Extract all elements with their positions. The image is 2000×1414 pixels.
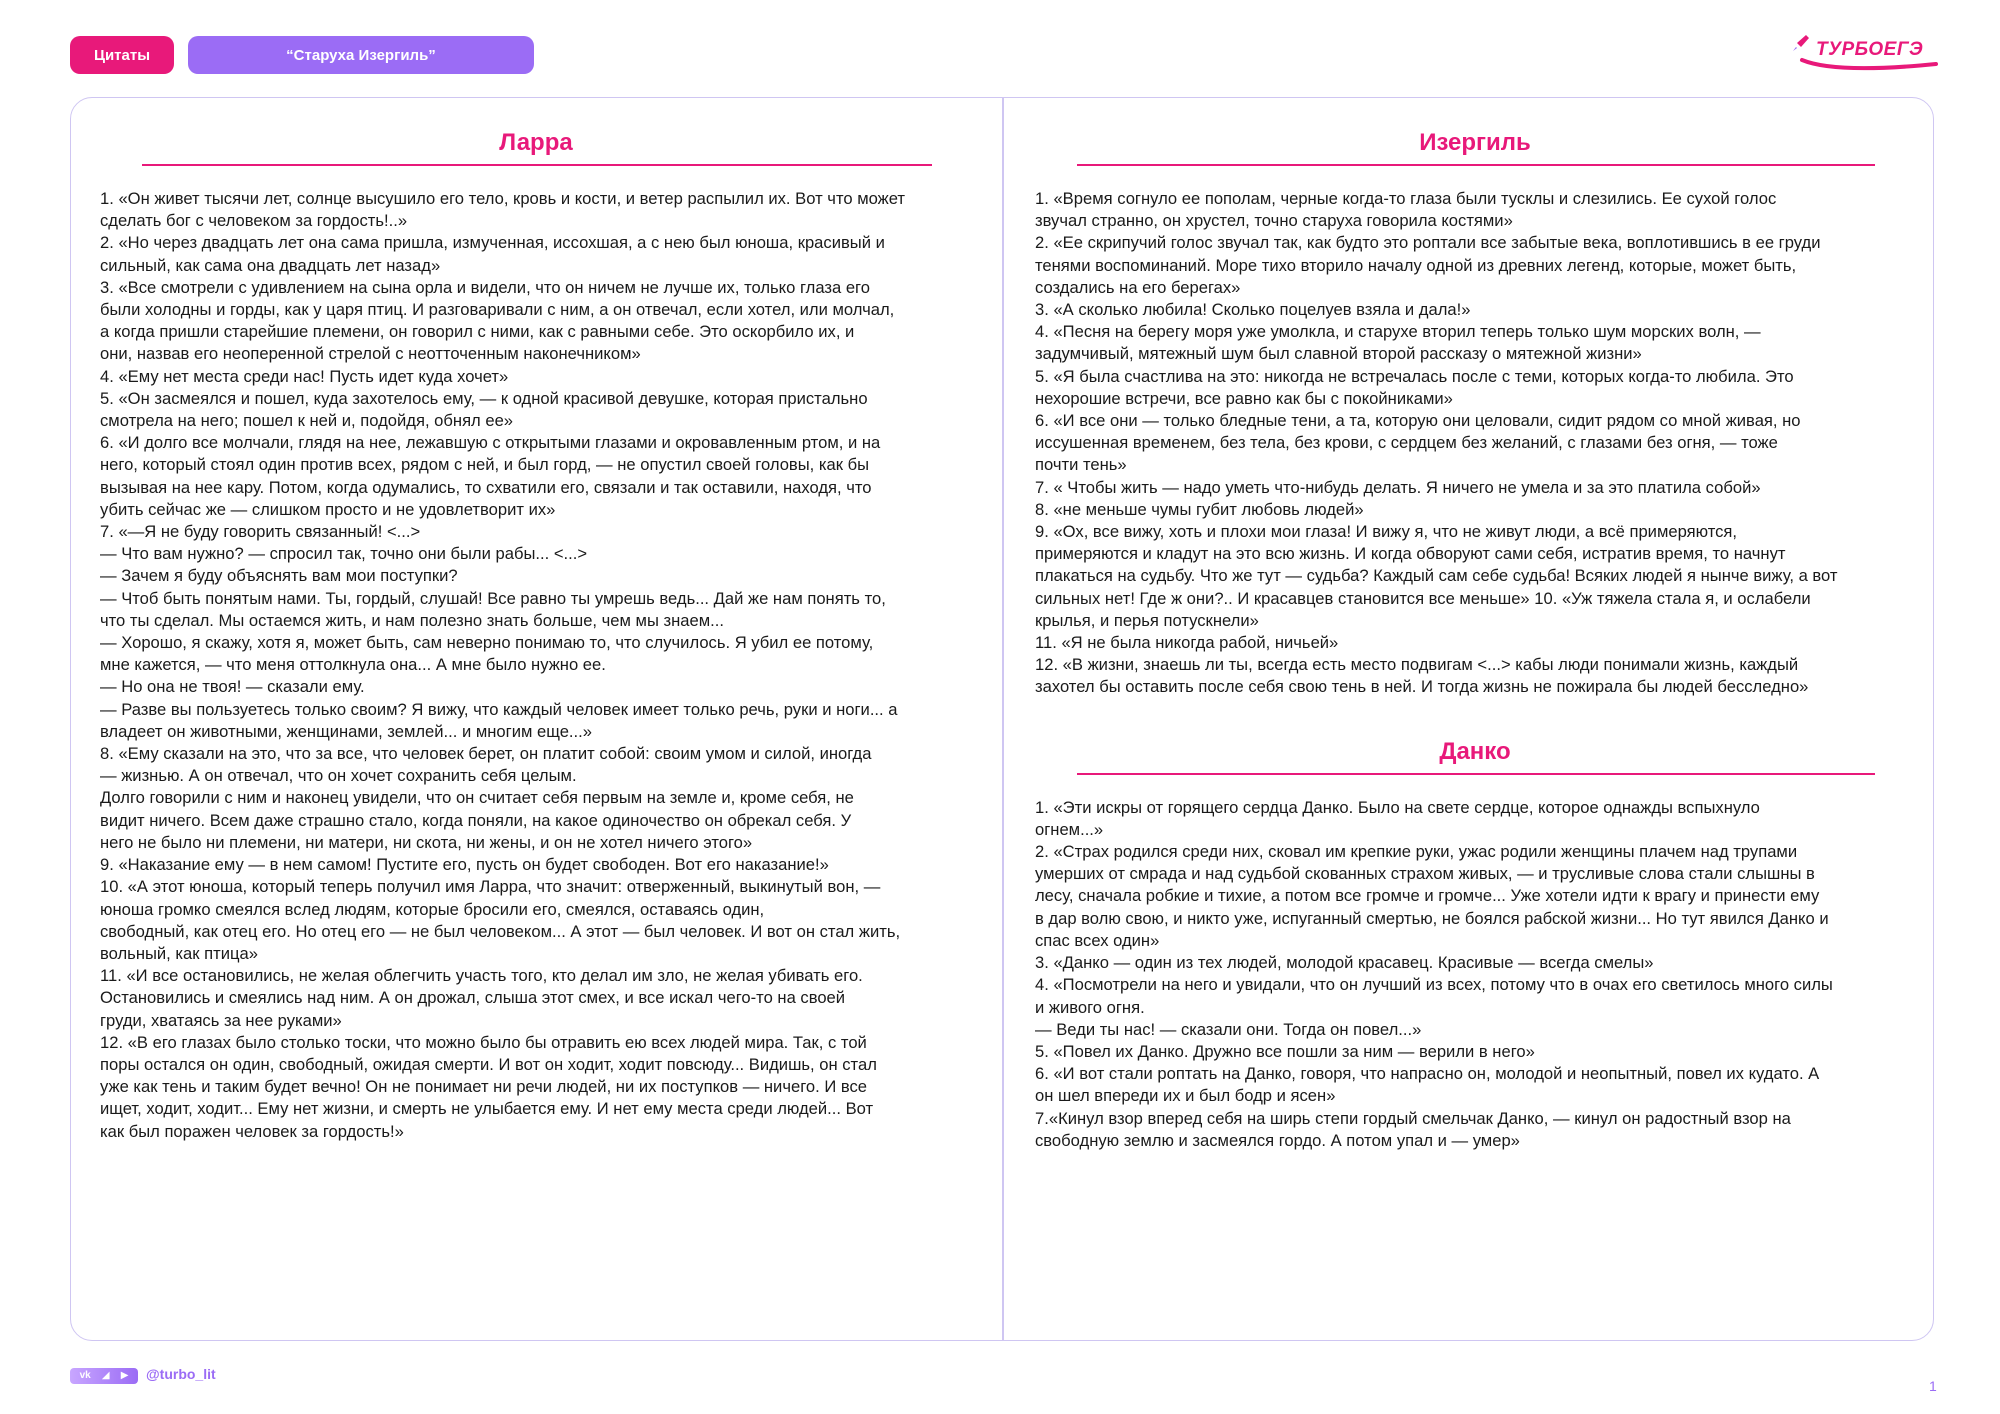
social-links [70, 1368, 138, 1384]
column-divider [1002, 98, 1004, 1340]
vk-icon[interactable]: vk [79, 1370, 91, 1381]
logo-text: ТУРБОЕГЭ [1816, 39, 1924, 60]
danko-title: Данко [1439, 737, 1511, 765]
izergil-title: Изергиль [1419, 129, 1531, 156]
left-column [100, 128, 972, 1143]
izergil-underline [1077, 164, 1875, 166]
right-column [1035, 128, 1915, 1152]
document-title: “Старуха Изергиль” [188, 36, 534, 74]
danko-underline [1077, 773, 1875, 775]
larra-quotes: 1. «Он живет тысячи лет, солнце высушило его тело, кровь и кости, и ветер распылил их. Вот что может сделать бог с человеком за гордость!..» 2. «Но через двадцать лет она сама пришла, измученная, иссохшая, а с нею был юноша, красивый и сильный, как сама она двадцать лет назад» 3. «Все смотрели с удивлением на сына орла и видели, что он ничем не лучше их, только глаза его были холодны и горды, как у царя птиц. И разговаривали с ним, а он отвечал, если хотел, или молчал, а когда пришли старейшие племени, он говорил с ними, как с равными себе. Это оскорбило их, и они, назвав его неоперенной стрелой с неотточенным наконечником» 4. «Ему нет места среди нас! Пусть идет куда хочет» 5. «Он засмеялся и пошел, куда захотелось ему, — к одной красивой девушке, которая пристально смотрела на него; пошел к ней и, подойдя, обнял ее» 6. «И долго все молчали, глядя на нее, лежавшую с открытыми глазами и окровавленным ртом, и на него, который стоял один против всех, рядом с ней, и был горд, — не опустил своей головы, как бы вызывая на нее кару. Потом, когда одумались, то схватили его, связали и так оставили, находя, что убить сейчас же — слишком просто и не удовлетворит их» 7. «—Я не буду говорить связанный! <...> — Что вам нужно? — спросил так, точно они были рабы... <...> — Зачем я буду объяснять вам мои поступки? — Чтоб быть понятым нами. Ты, гордый, слушай! Все равно ты умрешь ведь... Дай же нам понять то, что ты сделал. Мы остаемся жить, и нам полезно знать больше, чем мы знаем... — Хорошо, я скажу, хотя я, может быть, сам неверно понимаю то, что случилось. Я убил ее потому, мне кажется, — что меня оттолкнула она... А мне было нужно ее. — Но она не твоя! — сказали ему. — Разве вы пользуетесь только своим? Я вижу, что каждый человек имеет только речь, руки и ноги... а владеет он животными, женщинами, землей... и многим еще...» 8. «Ему сказали на это, что за все, что человек берет, он платит собой: своим умом и силой, иногда — жизнью. А он отвечал, что он хочет сохранить себя целым. Долго говорили с ним и наконец увидели, что он считает себя первым на земле и, кроме себя, не видит ничего. Всем даже страшно стало, когда поняли, на какое одиночество он обрекал себя. У него не было ни племени, ни матери, ни скота, ни жены, и он не хотел ничего этого» 9. «Наказание ему — в нем самом! Пустите его, пусть он будет свободен. Вот его наказание!» 10. «А этот юноша, который теперь получил имя Ларра, что значит: отверженный, выкинутый вон, — юноша громко смеялся вслед людям, которые бросили его, смеялся, оставаясь один, свободный, как отец его. Но отец его — не был человеком... А этот — был человек. И вот он стал жить, вольный, как птица» 11. «И все остановились, не желая облегчить участь того, кто делал им зло, не желая убивать его. Остановились и смеялись над ним. А он дрожал, слыша этот смех, и все искал чего-то на своей груди, хватаясь за нее руками» 12. «В его глазах было столько тоски, что можно было бы отравить ею всех людей мира. Так, с той поры остался он один, свободный, ожидая смерти. И вот он ходит, ходит повсюду... Видишь, он стал уже как тень и таким будет вечно! Он не понимает ни речи людей, ни их поступков — ничего. И все ищет, ходит, ходит... Ему нет жизни, и смерть не улыбается ему. И нет ему места среди людей... Вот как был поражен человек за гордость!» [100, 189, 906, 1141]
telegram-icon[interactable]: ◢ [101, 1370, 110, 1381]
larra-title: Ларра [499, 129, 573, 156]
page-number: 1 [1929, 1378, 1937, 1394]
category-tag: Цитаты [70, 36, 174, 74]
youtube-icon[interactable]: ▶ [120, 1370, 129, 1381]
social-handle[interactable]: @turbo_lit [146, 1366, 216, 1382]
turbo-ege-logo [1790, 30, 1940, 74]
danko-quotes: 1. «Эти искры от горящего сердца Данко. Было на свете сердце, которое однажды вспыхнуло огнем...» 2. «Страх родился среди них, сковал им крепкие руки, ужас родили женщины плачем над трупами умерших от смрада и над судьбой скованных страхом живых, — и трусливые слова стали слышны в лесу, сначала робкие и тихие, а потом все громче и громче... Уже хотели идти к врагу и принести ему в дар волю свою, и никто уже, испуганный смертью, не боялся рабской жизни... Но тут явился Данко и спас всех один» 3. «Данко — один из тех людей, молодой красавец. Красивые — всегда смелы» 4. «Посмотрели на него и увидали, что он лучший из всех, потому что в очах его светилось много силы и живого огня. — Веди ты нас! — сказали они. Тогда он повел...» 5. «Повел их Данко. Дружно все пошли за ним — верили в него» 6. «И вот стали роптать на Данко, говоря, что напрасно он, молодой и неопытный, повел их кудато. А он шел впереди их и был бодр и ясен» 7.«Кинул взор вперед себя на ширь степи гордый смельчак Данко, — кинул он радостный взор на свободную землю и засмеялся гордо. А потом упал и — умер» [1035, 797, 1833, 1150]
izergil-quotes: 1. «Время согнуло ее пополам, черные когда-то глаза были тусклы и слезились. Ее сухой голос звучал странно, он хрустел, точно старуха говорила костями» 2. «Ее скрипучий голос звучал так, как будто это роптали все забытые века, воплотившись в ее груди тенями воспоминаний. Море тихо вторило началу одной из древних легенд, которые, может быть, создались на его берегах» 3. «А сколько любила! Сколько поцелуев взяла и дала!» 4. «Песня на берегу моря уже умолкла, и старухе вторил теперь только шум морских волн, — задумчивый, мятежный шум был славной второй рассказу о мятежной жизни» 5. «Я была счастлива на это: никогда не встречалась после с теми, которых когда-то любила. Это нехорошие встречи, все равно как бы с покойниками» 6. «И все они — только бледные тени, а та, которую они целовали, сидит рядом со мной живая, но иссушенная временем, без тела, без крови, с сердцем без желаний, с глазами без огня, — тоже почти тень» 7. « Чтобы жить — надо уметь что-нибудь делать. Я ничего не умела и за это платила собой» 8. «не меньше чумы губит любовь людей» 9. «Ох, все вижу, хоть и плохи мои глаза! И вижу я, что не живут люди, а всё примеряются, примеряются и кладут на это всю жизнь. И когда обворуют сами себя, истратив время, то начнут плакаться на судьбу. Что же тут — судьба? Каждый сам себе судьба! Всяких людей я нынче вижу, а вот сильных нет! Где ж они?.. И красавцев становится все меньше» 10. «Уж тяжела стала я, и ослабели крылья, и перья потускнели» 11. «Я не была никогда рабой, ничьей» 12. «В жизни, знаешь ли ты, всегда есть место подвигам <...> кабы люди понимали жизнь, каждый захотел бы оставить после себя свою тень в ней. И тогда жизнь не пожирала бы людей бесследно» [1035, 189, 1838, 697]
rocket-icon [1790, 32, 1812, 54]
larra-underline [142, 164, 932, 166]
